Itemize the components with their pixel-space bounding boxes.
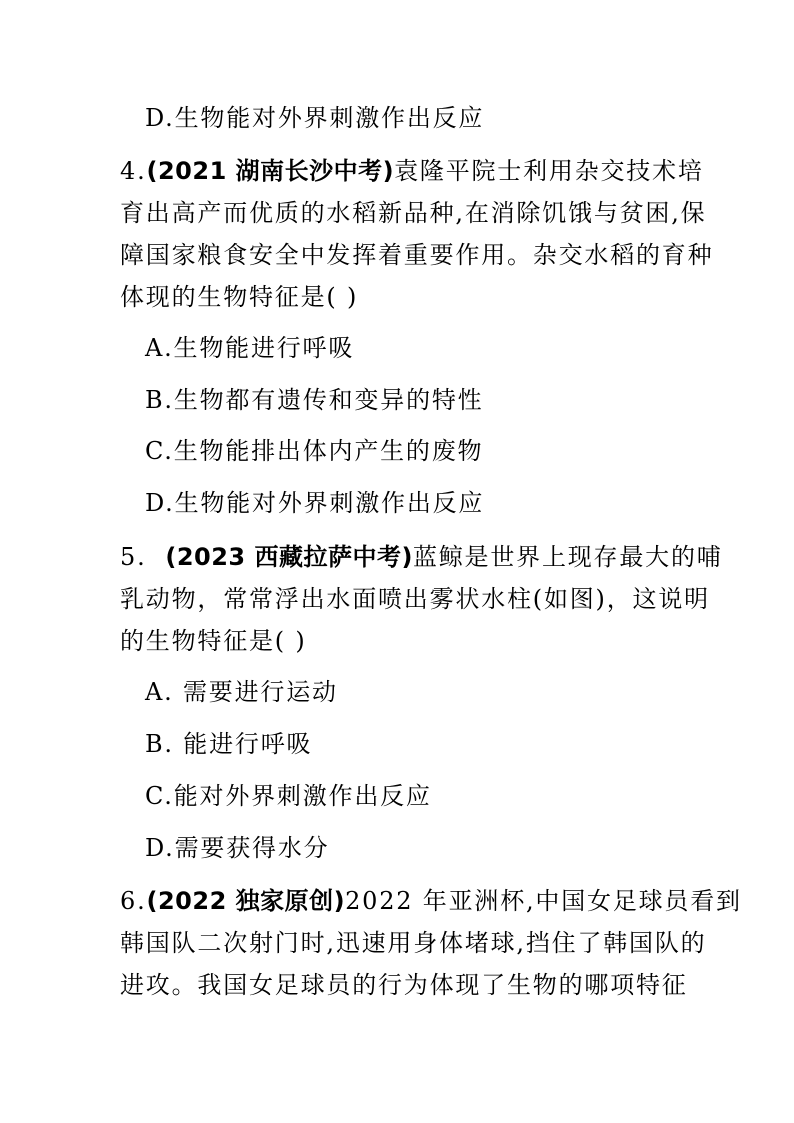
q5-option-d: D.需要获得水分 xyxy=(145,834,330,862)
q4-option-b: B.生物都有遗传和变异的特性 xyxy=(145,386,484,414)
q5-stem-line-3: 的生物特征是( ) xyxy=(120,627,307,655)
q6-source: (2022 独家原创) xyxy=(146,887,346,915)
q4-source: (2021 湖南长沙中考) xyxy=(146,157,395,185)
q4-stem-line-3: 障国家粮食安全中发挥着重要作用。杂交水稻的育种 xyxy=(120,241,714,269)
q6-first-line xyxy=(120,885,742,917)
q3-option-d: D.生物能对外界刺激作出反应 xyxy=(145,104,485,132)
q6-stem-line-1: 2022 年亚洲杯,中国女足球员看到 xyxy=(345,887,742,915)
q4-option-a: A.生物能进行呼吸 xyxy=(145,334,355,362)
q4-option-d: D.生物能对外界刺激作出反应 xyxy=(145,489,485,517)
q4-first-line xyxy=(120,155,704,187)
q5-first-line xyxy=(120,541,723,573)
q5-number: 5. xyxy=(120,543,166,571)
q4-stem-line-4: 体现的生物特征是( ) xyxy=(120,283,359,311)
q4-number: 4. xyxy=(120,157,147,185)
q6-stem-line-2: 韩国队二次射门时,迅速用身体堵球,挡住了韩国队的 xyxy=(120,929,707,957)
q5-stem-line-2: 乳动物，常常浮出水面喷出雾状水柱(如图)，这说明 xyxy=(120,585,710,613)
q5-stem-line-1: 蓝鲸是世界上现存最大的哺 xyxy=(412,543,723,571)
q6-stem-line-3: 进攻。我国女足球员的行为体现了生物的哪项特征 xyxy=(120,971,688,999)
q4-stem-line-2: 育出高产而优质的水稻新品种,在消除饥饿与贫困,保 xyxy=(120,199,707,227)
q4-option-c: C.生物能排出体内产生的废物 xyxy=(145,437,484,465)
q5-option-b: B. 能进行呼吸 xyxy=(145,730,313,758)
q6-number: 6. xyxy=(120,887,147,915)
q4-stem-line-1: 袁隆平院士利用杂交技术培 xyxy=(394,157,704,185)
q5-option-c: C.能对外界刺激作出反应 xyxy=(145,782,432,810)
q5-source: (2023 西藏拉萨中考) xyxy=(165,543,413,571)
q5-option-a: A. 需要进行运动 xyxy=(145,678,338,706)
